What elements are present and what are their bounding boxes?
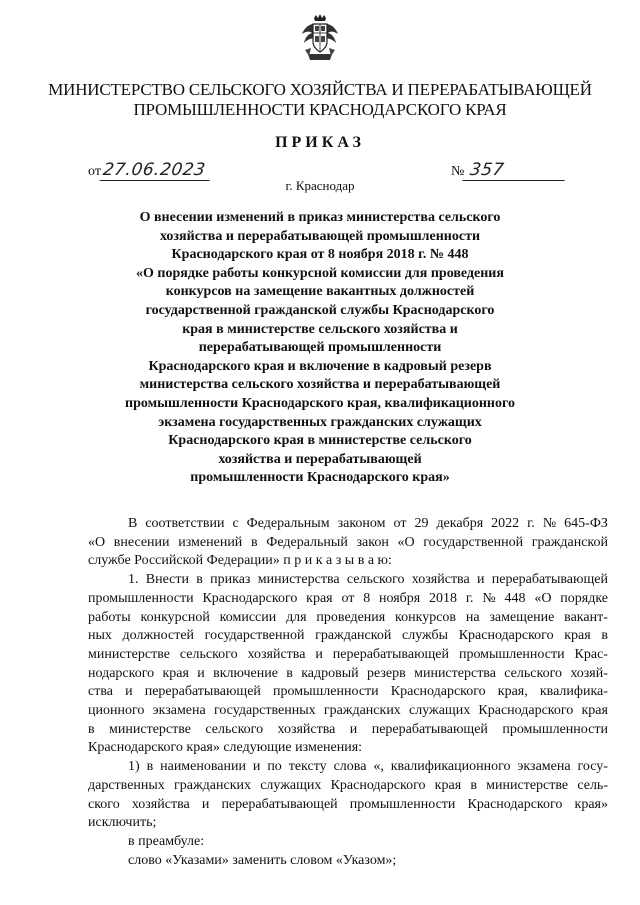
body-line: работы конкурсной комиссии для проведения конкурсов на замещение вакант- — [88, 609, 608, 625]
order-title: ПРИКАЗ — [275, 134, 365, 151]
body-line: службе Российской Федерации» п р и к а з ы в а ю: — [88, 553, 392, 569]
body-line: ского хозяйства и перерабатывающей промышленности Краснодарского края» — [88, 796, 608, 812]
ministry-name — [40, 80, 600, 120]
subject-line: государственной гражданской службы Краснодарского — [145, 302, 495, 318]
handwritten-date: 27.06.2023 — [99, 160, 212, 181]
number-prefix: № — [451, 164, 465, 179]
body-line: исключить; — [88, 815, 157, 831]
body-line: в преамбуле: — [128, 833, 205, 849]
subject-line: хозяйства и перерабатывающей — [218, 451, 422, 467]
subject-line: Краснодарского края в министерстве сельского — [168, 433, 472, 449]
subject-line: «О порядке работы конкурсной комиссии для проведения — [136, 265, 504, 281]
body-line: промышленности Краснодарского края от 8 ноября 2018 г. № 448 «О порядке — [88, 590, 608, 606]
subject-line: промышленности Краснодарского края, квалификационного — [125, 395, 515, 411]
subject-line: министерства сельского хозяйства и перерабатывающей — [139, 377, 501, 393]
body-line: 1. Внести в приказ министерства сельского хозяйства и перерабатывающей — [128, 572, 608, 588]
date-prefix: от — [88, 164, 101, 179]
city: г. Краснодар — [285, 178, 355, 193]
body-line: в министерстве сельского хозяйства и перерабатывающей промышленности — [88, 721, 608, 737]
subject-line: промышленности Краснодарского края» — [190, 470, 450, 486]
body-line: Краснодарского края» следующие изменения: — [88, 740, 363, 756]
body-line: дарственных гражданских служащих Краснодарского края в министерстве сель- — [88, 777, 608, 793]
body-line: В соответствии с Федеральным законом от 29 декабря 2022 г. № 645-ФЗ — [128, 516, 608, 531]
ministry-line-1: МИНИСТЕРСТВО СЕЛЬСКОГО ХОЗЯЙСТВА И ПЕРЕРАБАТЫВАЮЩЕЙ — [48, 80, 592, 99]
order-subject — [110, 209, 530, 488]
subject-line: О внесении изменений в приказ министерства сельского — [139, 210, 501, 225]
subject-line: перерабатывающей промышленности — [198, 340, 442, 356]
ministry-line-2: ПРОМЫШЛЕННОСТИ КРАСНОДАРСКОГО КРАЯ — [133, 100, 507, 119]
subject-line: края в министерстве сельского хозяйства и — [182, 321, 458, 337]
order-body — [88, 515, 608, 870]
body-line: ных должностей государственной гражданской службы Краснодарского края в — [88, 628, 608, 644]
body-line: ционного экзамена государственных гражданских служащих Краснодарского края — [88, 703, 608, 719]
body-line: нодарского края и включение в кадровый резерв министерства сельского хозяй- — [88, 665, 608, 681]
subject-line: Краснодарского края от 8 ноября 2018 г. № 448 — [171, 247, 469, 263]
subject-line: конкурсов на замещение вакантных должностей — [165, 284, 475, 300]
handwritten-number: 357 — [463, 160, 568, 181]
coat-of-arms-icon — [300, 14, 340, 64]
body-line: 1) в наименовании и по тексту слова «, квалификационного экзамена госу- — [128, 759, 608, 775]
body-line: «О внесении изменений в Федеральный закон «О государственной гражданской — [88, 534, 608, 550]
body-line: министерстве сельского хозяйства и перерабатывающей промышленности Крас- — [88, 646, 608, 662]
subject-line: экзамена государственных гражданских служащих — [158, 414, 482, 430]
body-line: слово «Указами» заменить словом «Указом»; — [128, 852, 397, 868]
subject-line: хозяйства и перерабатывающей промышленности — [159, 228, 481, 244]
body-line: ства и перерабатывающей промышленности Краснодарского края, квалифика- — [88, 684, 608, 700]
subject-line: Краснодарского края и включение в кадровый резерв — [148, 358, 492, 374]
